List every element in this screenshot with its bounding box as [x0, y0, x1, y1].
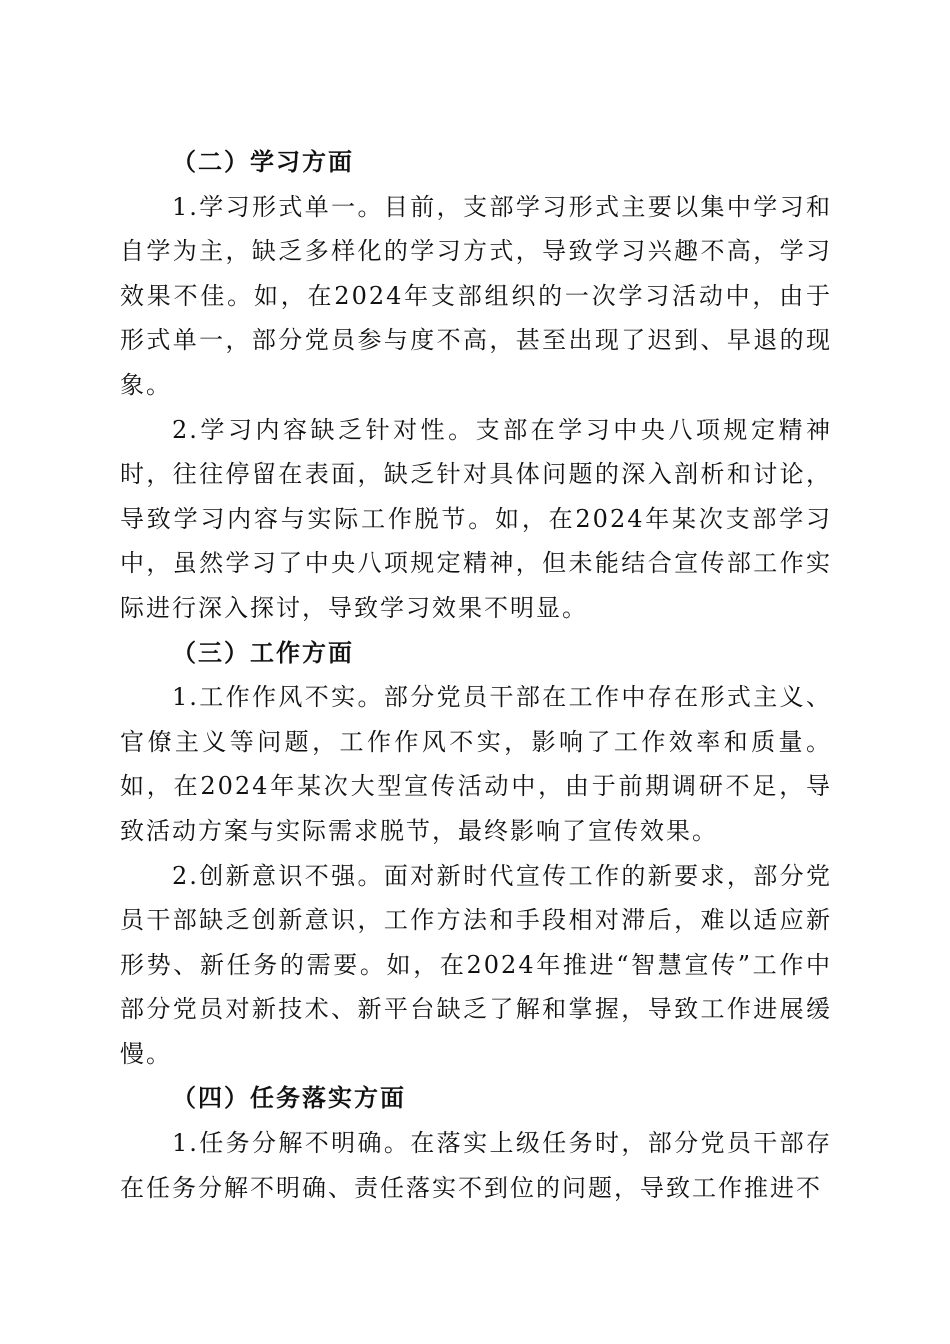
- document-body: [120, 140, 832, 1210]
- paragraph-task-breakdown: 1.任务分解不明确。在落实上级任务时，部分党员干部存在任务分解不明确、责任落实不到位的问题，导致工作推进不: [120, 1129, 832, 1202]
- paragraph-innovation: 2.创新意识不强。面对新时代宣传工作的新要求，部分党员干部缺乏创新意识，工作方法和手段相对滞后，难以适应新形势、新任务的需要。如，在2024年推进“智慧宣传”工作中部分党员对新技术、新平台缺乏了解和掌握，导致工作进展缓慢。: [120, 861, 832, 1068]
- section-heading-work: （三）工作方面: [172, 637, 354, 667]
- paragraph-work-style: 1.工作作风不实。部分党员干部在工作中存在形式主义、官僚主义等问题，工作作风不实，影响了工作效率和质量。如，在2024年某次大型宣传活动中，由于前期调研不足，导致活动方案与实际需求脱节，最终影响了宣传效果。: [120, 683, 832, 845]
- paragraph-study-content: 2.学习内容缺乏针对性。支部在学习中央八项规定精神时，往往停留在表面，缺乏针对具体问题的深入剖析和讨论，导致学习内容与实际工作脱节。如，在2024年某次支部学习中，虽然学习了中央八项规定精神，但未能结合宣传部工作实际进行深入探讨，导致学习效果不明显。: [120, 415, 832, 622]
- paragraph-study-form: 1.学习形式单一。目前，支部学习形式主要以集中学习和自学为主，缺乏多样化的学习方式，导致学习兴趣不高，学习效果不佳。如，在2024年支部组织的一次学习活动中，由于形式单一，部分党员参与度不高，甚至出现了迟到、早退的现象。: [120, 192, 832, 399]
- section-heading-task: （四）任务落实方面: [172, 1083, 406, 1113]
- section-heading-study: （二）学习方面: [172, 147, 354, 176]
